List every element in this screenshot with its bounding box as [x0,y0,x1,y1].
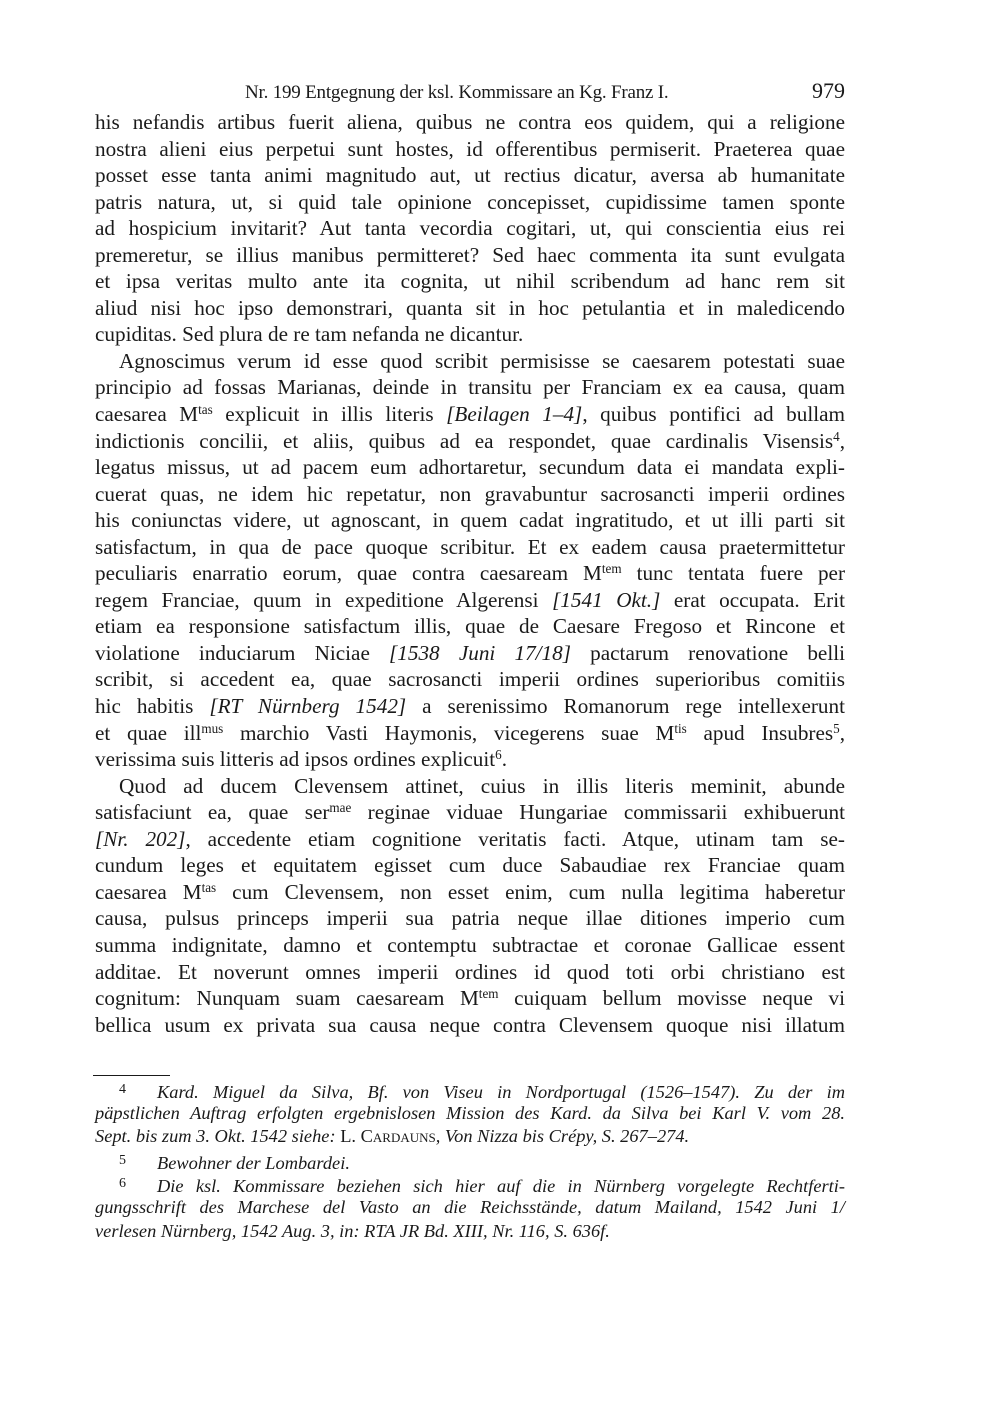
footnote-ref-6[interactable]: 6 [495,746,502,762]
running-head [95,78,845,108]
text-line: Quod ad ducem Clevensem attinet, cuius in illis literis meminit, abunde [119,773,845,798]
footnote-ref-5[interactable]: 5 [833,720,840,736]
running-head-title: Nr. 199 Entgegnung der ksl. Kommissare an Kg. Franz I. [245,82,669,103]
text-line: [Nr. 202], accedente etiam cognitione veritatis facti. Atque, utinam tam se- [95,826,845,851]
text-line: scribit, si accedent ea, quae sacrosancti imperii ordines superioribus comitiis [95,667,845,692]
text-line: etiam ea responsione satisfactum illis, quae de Caesare Fregoso et Rincone et [95,614,845,639]
paragraph-2 [95,348,845,773]
footnote-5 [95,1149,845,1173]
author-name: L. Cardauns [340,1126,436,1147]
text-line: indictionis concilii, et aliis, quibus ad ea respondet, quae cardinalis Visensis$^4$, [95,428,845,453]
text-line: cognitum: Nunquam suam caesaream $M^{tem}$ cuiquam bellum movisse neque vi [95,985,845,1011]
text-line: peculiaris enarratio eorum, quae contra caesaream $M^{tem}$ tunc tentata fuere per [95,561,846,586]
text-line: päpstlichen Auftrag erfolgten ergebnislosen Mission des Kard. da Silva bei Karl V. vom 28. [95,1102,845,1123]
editorial-reference: [RT Nürnberg 1542] [209,694,407,719]
text-line: et quae ill$^{mus}$ marchio Vasti Haymonis, vicegerens suae $M^{tis}$ apud Insubres$^5$, [95,720,845,745]
text-line: aliud nisi hoc ipso demonstrari, quanta sit in hoc petulantia et in maledicendo [95,295,845,320]
text-line: satisfaciunt ea, quae ser$^{mae}$ reginae viduae Hungariae commissarii exhibuerunt [95,800,845,825]
footnote-4 [95,1078,845,1149]
page [95,78,845,1038]
text-line: Agnoscimus verum id esse quod scribit permisisse se caesarem potestati suae [119,348,845,373]
footnote-divider [93,1075,170,1076]
text-line: his coniunctas videre, ut agnoscant, in quem cadat ingratitudo, et ut illi parti sit [95,508,845,533]
footnote-number: 4 [119,1082,126,1097]
main-text [95,109,845,1038]
text-line: 5 Bewohner der Lombardei. [95,1149,845,1173]
page-number: 979 [812,78,845,103]
text-line: 6 Die ksl. Kommissare beziehen sich hier auf die in Nürnberg vorgelegte Rechtferti- [95,1172,845,1196]
text-line: Sept. bis zum 3. Okt. 1542 siehe: L. Cardauns, Von Nizza bis Crépy, S. 267–274. [95,1126,690,1147]
editorial-reference: [1538 Juni 17/18] [389,640,571,665]
paragraph-1 [95,109,845,348]
text-line: premeretur, se illius manibus permitteret? Sed haec commenta ita sunt evulgata [95,242,845,267]
footnotes [95,1078,845,1243]
text-line: legatus missus, ut ad pacem eum adhortaretur, secundum data ei mandata expli- [95,455,845,480]
text-line: bellica usum ex privata sua causa neque contra Clevensem quoque nisi illatum [95,1012,845,1037]
text-line: satisfactum, in qua de pace quoque scribitur. Et ex eadem causa praetermittetur [95,534,845,559]
text-line: additae. Et noverunt omnes imperii ordines id quod toti orbi christiano est [95,959,845,984]
text-line: gungsschrift des Marchese del Vasto an die Reichsstände, datum Mailand, 1542 Juni 1/ [95,1196,845,1217]
text-line: verissima suis litteris ad ipsos ordines explicuit$^6$. [95,746,508,772]
text-line: verlesen Nürnberg, 1542 Aug. 3, in: RTA JR Bd. XIII, Nr. 116, S. 636f. [95,1220,610,1241]
text-line: hic habitis [RT Nürnberg 1542] a serenissimo Romanorum rege intellexerunt [95,694,845,719]
footnote-number: 6 [119,1176,126,1192]
text-line: et ipsa veritas multo ante ita cognita, ut nihil scribendum ad hanc rem sit [95,269,845,294]
footnote-number: 5 [119,1152,126,1168]
text-line: violatione induciarum Niciae [1538 Juni 17/18] pactarum renovatione belli [95,640,845,665]
text-line: regem Franciae, quum in expeditione Algerensi [1541 Okt.] erat occupata. Erit [95,587,845,612]
text-line: cupiditas. Sed plura de re tam nefanda ne dicantur. [95,322,524,347]
editorial-reference: [1541 Okt.] [552,587,661,612]
text-line: posset esse tanta animi magnitudo aut, ut rectius dicatur, aversa ab humanitate [95,163,845,188]
text-line: patris natura, ut, si quid tale opinione concepisset, cupidissime tamen sponte [95,189,845,214]
text-line: nostra alieni eius perpetui sunt hostes, id offerentibus permiserit. Praeterea quae [95,136,845,161]
text-line: cuerat quas, ne idem hic repetatur, non gravabuntur sacrosancti imperii ordines [95,481,845,506]
text-line: 4 Kard. Miguel da Silva, Bf. von Viseu in Nordportugal (1526–1547). Zu der im [95,1078,845,1102]
text-line: caesarea $M^{tas}$ explicuit in illis literis [Beilagen 1–4], quibus pontifici ad bullam [95,401,845,427]
editorial-reference: [Beilagen 1–4] [446,402,583,427]
editorial-reference: [Nr. 202] [95,826,186,851]
text-line: summa indignitate, damno et contemptu subtractae et coronae Gallicae essent [95,932,845,957]
text-line: principio ad fossas Marianas, deinde in transitu per Franciam ex ea causa, quam [95,375,845,400]
text-line: ad hospicium invitarit? Aut tanta vecordia cogitari, ut, qui conscientia eius rei [95,216,845,241]
paragraph-3 [95,773,845,1038]
text-line: cundum leges et equitatem egisset cum duce Sabaudiae rex Franciae quam [95,853,845,878]
text-line: causa, pulsus princeps imperii sua patria neque illae ditiones imperio cum [95,906,845,931]
footnote-6 [95,1172,845,1243]
text-line: caesarea $M^{tas}$ cum Clevensem, non esset enim, cum nulla legitima haberetur [95,879,845,904]
text-line: his nefandis artibus fuerit aliena, quibus ne contra eos quidem, qui a religione [95,110,845,134]
footnote-ref-4[interactable]: 4 [833,428,840,444]
